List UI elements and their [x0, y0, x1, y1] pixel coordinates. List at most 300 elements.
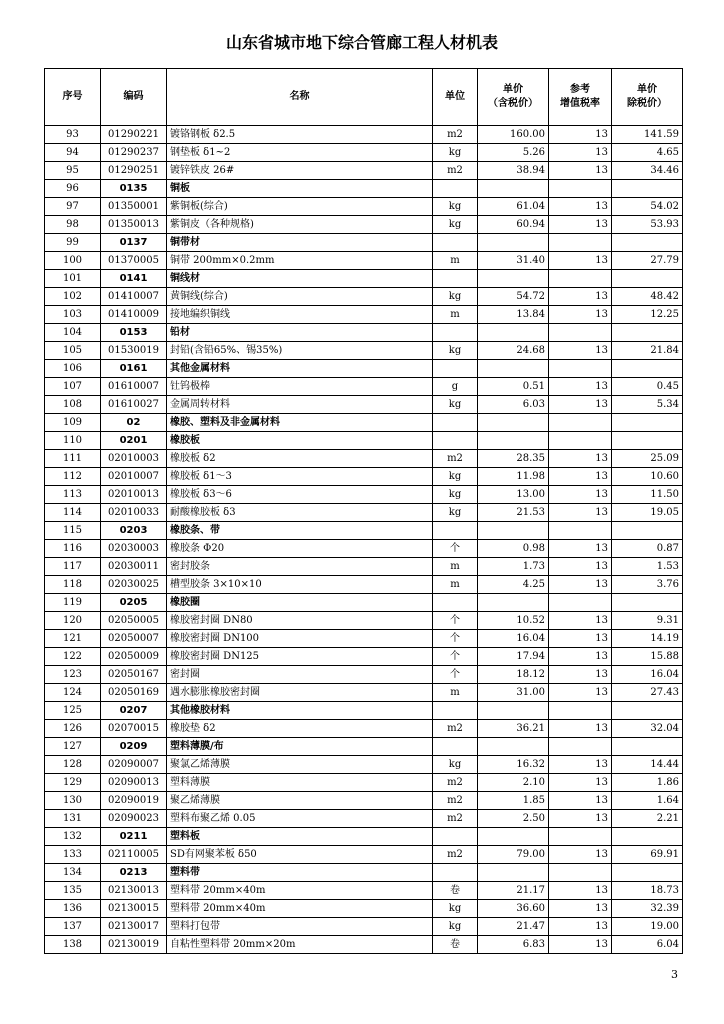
row-code: 0209	[101, 738, 167, 756]
table-row	[45, 720, 683, 738]
row-name: 遇水膨胀橡胶密封圈	[167, 684, 433, 702]
row-unit: 个	[433, 630, 478, 648]
row-price-tax: 160.00	[478, 126, 549, 144]
row-price-tax: 36.60	[478, 900, 549, 918]
row-seq: 113	[45, 486, 101, 504]
row-vat-rate	[549, 828, 612, 846]
row-unit: kg	[433, 216, 478, 234]
row-price-notax: 25.09	[612, 450, 683, 468]
header-price-notax-line1: 单价	[637, 84, 657, 95]
row-price-notax	[612, 594, 683, 612]
table-row	[45, 936, 683, 954]
row-code: 01530019	[101, 342, 167, 360]
row-code: 02130019	[101, 936, 167, 954]
row-vat-rate: 13	[549, 396, 612, 414]
row-name: 其他金属材料	[167, 360, 433, 378]
row-name: 密封圈	[167, 666, 433, 684]
row-price-tax: 13.84	[478, 306, 549, 324]
row-code: 0205	[101, 594, 167, 612]
row-vat-rate: 13	[549, 684, 612, 702]
row-code: 02130013	[101, 882, 167, 900]
row-seq: 133	[45, 846, 101, 864]
row-price-tax: 5.26	[478, 144, 549, 162]
row-price-notax: 69.91	[612, 846, 683, 864]
row-code: 02130015	[101, 900, 167, 918]
row-unit: kg	[433, 144, 478, 162]
row-price-tax: 18.12	[478, 666, 549, 684]
row-seq: 100	[45, 252, 101, 270]
row-unit	[433, 180, 478, 198]
row-name: 镀铬钢板 δ2.5	[167, 126, 433, 144]
row-code: 02010007	[101, 468, 167, 486]
header-price-tax-line1: 单价	[503, 84, 523, 95]
row-price-notax: 32.39	[612, 900, 683, 918]
row-vat-rate	[549, 270, 612, 288]
row-code: 0153	[101, 324, 167, 342]
row-name: 其他橡胶材料	[167, 702, 433, 720]
row-price-tax: 0.98	[478, 540, 549, 558]
table-group-row	[45, 432, 683, 450]
row-price-tax	[478, 180, 549, 198]
row-vat-rate: 13	[549, 540, 612, 558]
materials-table	[44, 68, 683, 954]
row-price-tax: 10.52	[478, 612, 549, 630]
row-price-notax: 2.21	[612, 810, 683, 828]
row-seq: 118	[45, 576, 101, 594]
row-unit: 个	[433, 648, 478, 666]
row-price-notax: 27.79	[612, 252, 683, 270]
row-price-tax: 24.68	[478, 342, 549, 360]
table-row	[45, 612, 683, 630]
row-price-tax: 1.73	[478, 558, 549, 576]
row-unit	[433, 414, 478, 432]
row-vat-rate: 13	[549, 846, 612, 864]
row-unit: kg	[433, 396, 478, 414]
header-vat-rate	[549, 69, 612, 126]
row-name: 聚氯乙烯薄膜	[167, 756, 433, 774]
row-code: 02130017	[101, 918, 167, 936]
row-code: 01370005	[101, 252, 167, 270]
row-seq: 99	[45, 234, 101, 252]
row-seq: 132	[45, 828, 101, 846]
row-price-tax: 0.51	[478, 378, 549, 396]
table-row	[45, 846, 683, 864]
row-price-notax: 9.31	[612, 612, 683, 630]
row-seq: 138	[45, 936, 101, 954]
row-unit: kg	[433, 756, 478, 774]
table-group-row	[45, 594, 683, 612]
row-price-notax: 54.02	[612, 198, 683, 216]
row-price-tax: 13.00	[478, 486, 549, 504]
row-name: 自粘性塑料带 20mm×20m	[167, 936, 433, 954]
row-seq: 101	[45, 270, 101, 288]
row-name: 接地编织铜线	[167, 306, 433, 324]
row-price-tax: 60.94	[478, 216, 549, 234]
header-code: 编码	[101, 69, 167, 126]
row-price-notax: 19.00	[612, 918, 683, 936]
row-unit: m2	[433, 126, 478, 144]
row-name: 塑料带	[167, 864, 433, 882]
row-vat-rate: 13	[549, 288, 612, 306]
table-row	[45, 396, 683, 414]
row-name: 橡胶密封圈 DN125	[167, 648, 433, 666]
row-seq: 106	[45, 360, 101, 378]
row-code: 02	[101, 414, 167, 432]
header-price-notax	[612, 69, 683, 126]
row-vat-rate: 13	[549, 144, 612, 162]
row-vat-rate: 13	[549, 918, 612, 936]
table-row	[45, 774, 683, 792]
row-code: 0203	[101, 522, 167, 540]
row-vat-rate: 13	[549, 126, 612, 144]
row-price-tax: 1.85	[478, 792, 549, 810]
row-seq: 103	[45, 306, 101, 324]
table-row	[45, 900, 683, 918]
row-seq: 93	[45, 126, 101, 144]
row-seq: 104	[45, 324, 101, 342]
row-vat-rate: 13	[549, 306, 612, 324]
row-price-notax: 14.44	[612, 756, 683, 774]
row-code: 02090023	[101, 810, 167, 828]
row-unit: m2	[433, 162, 478, 180]
row-unit: m2	[433, 774, 478, 792]
row-vat-rate	[549, 432, 612, 450]
row-unit: kg	[433, 900, 478, 918]
row-seq: 121	[45, 630, 101, 648]
row-unit: m	[433, 252, 478, 270]
row-price-notax	[612, 738, 683, 756]
table-row	[45, 792, 683, 810]
row-seq: 111	[45, 450, 101, 468]
row-vat-rate: 13	[549, 774, 612, 792]
row-code: 02050167	[101, 666, 167, 684]
row-price-notax: 11.50	[612, 486, 683, 504]
row-price-tax: 2.10	[478, 774, 549, 792]
table-row	[45, 486, 683, 504]
table-row	[45, 288, 683, 306]
row-price-notax: 1.64	[612, 792, 683, 810]
row-price-tax: 38.94	[478, 162, 549, 180]
row-price-notax	[612, 432, 683, 450]
row-price-tax	[478, 324, 549, 342]
row-vat-rate	[549, 864, 612, 882]
row-price-tax	[478, 864, 549, 882]
row-seq: 112	[45, 468, 101, 486]
row-vat-rate: 13	[549, 198, 612, 216]
row-code: 02050169	[101, 684, 167, 702]
row-price-tax: 61.04	[478, 198, 549, 216]
row-price-notax	[612, 702, 683, 720]
row-code: 01350013	[101, 216, 167, 234]
row-code: 02010013	[101, 486, 167, 504]
row-seq: 135	[45, 882, 101, 900]
table-group-row	[45, 360, 683, 378]
row-price-tax: 21.47	[478, 918, 549, 936]
row-seq: 110	[45, 432, 101, 450]
row-code: 0201	[101, 432, 167, 450]
row-name: 紫铜皮（各种规格)	[167, 216, 433, 234]
page-title: 山东省城市地下综合管廊工程人材机表	[225, 33, 498, 52]
row-seq: 131	[45, 810, 101, 828]
row-seq: 97	[45, 198, 101, 216]
row-price-notax	[612, 828, 683, 846]
row-seq: 134	[45, 864, 101, 882]
row-price-notax	[612, 360, 683, 378]
row-seq: 126	[45, 720, 101, 738]
row-price-notax	[612, 414, 683, 432]
row-name: 铜线材	[167, 270, 433, 288]
row-price-notax: 34.46	[612, 162, 683, 180]
row-price-notax: 141.59	[612, 126, 683, 144]
row-name: 铜板	[167, 180, 433, 198]
row-unit: kg	[433, 342, 478, 360]
header-price-tax	[478, 69, 549, 126]
table-group-row	[45, 828, 683, 846]
row-unit: 个	[433, 666, 478, 684]
row-vat-rate	[549, 594, 612, 612]
row-price-notax	[612, 522, 683, 540]
row-seq: 94	[45, 144, 101, 162]
row-vat-rate: 13	[549, 558, 612, 576]
row-price-tax	[478, 828, 549, 846]
row-price-tax: 28.35	[478, 450, 549, 468]
row-unit	[433, 270, 478, 288]
row-seq: 120	[45, 612, 101, 630]
row-unit: m	[433, 558, 478, 576]
table-row	[45, 558, 683, 576]
row-price-notax: 53.93	[612, 216, 683, 234]
row-seq: 117	[45, 558, 101, 576]
table-row	[45, 918, 683, 936]
row-name: 塑料带 20mm×40m	[167, 882, 433, 900]
row-price-tax	[478, 234, 549, 252]
row-vat-rate: 13	[549, 468, 612, 486]
row-unit: kg	[433, 504, 478, 522]
row-code: 02030011	[101, 558, 167, 576]
row-code: 02050007	[101, 630, 167, 648]
row-price-notax	[612, 234, 683, 252]
table-group-row	[45, 414, 683, 432]
row-name: 橡胶、塑料及非金属材料	[167, 414, 433, 432]
table-row	[45, 252, 683, 270]
table-group-row	[45, 702, 683, 720]
row-seq: 108	[45, 396, 101, 414]
row-vat-rate: 13	[549, 612, 612, 630]
row-seq: 119	[45, 594, 101, 612]
row-vat-rate: 13	[549, 882, 612, 900]
row-seq: 137	[45, 918, 101, 936]
table-group-row	[45, 522, 683, 540]
row-price-tax: 36.21	[478, 720, 549, 738]
row-vat-rate	[549, 360, 612, 378]
table-body	[45, 126, 683, 954]
row-code: 02030003	[101, 540, 167, 558]
row-unit: m	[433, 306, 478, 324]
row-price-notax: 0.45	[612, 378, 683, 396]
table-row	[45, 684, 683, 702]
row-price-notax: 3.76	[612, 576, 683, 594]
row-vat-rate: 13	[549, 666, 612, 684]
row-name: 橡胶条、带	[167, 522, 433, 540]
row-seq: 125	[45, 702, 101, 720]
row-price-tax: 31.00	[478, 684, 549, 702]
row-name: 镀锌铁皮 26#	[167, 162, 433, 180]
table-group-row	[45, 864, 683, 882]
row-price-notax: 27.43	[612, 684, 683, 702]
table-row	[45, 810, 683, 828]
row-price-notax: 1.53	[612, 558, 683, 576]
row-name: 塑料板	[167, 828, 433, 846]
row-name: 耐酸橡胶板 δ3	[167, 504, 433, 522]
table-row	[45, 666, 683, 684]
row-unit: 个	[433, 540, 478, 558]
row-price-notax	[612, 270, 683, 288]
row-vat-rate	[549, 324, 612, 342]
row-name: 聚乙烯薄膜	[167, 792, 433, 810]
row-name: 橡胶板 δ1～3	[167, 468, 433, 486]
row-vat-rate: 13	[549, 756, 612, 774]
row-vat-rate: 13	[549, 162, 612, 180]
row-name: SD有网聚苯板 δ50	[167, 846, 433, 864]
row-seq: 109	[45, 414, 101, 432]
row-name: 铅材	[167, 324, 433, 342]
row-vat-rate: 13	[549, 504, 612, 522]
row-name: 橡胶板 δ3～6	[167, 486, 433, 504]
row-seq: 130	[45, 792, 101, 810]
row-seq: 96	[45, 180, 101, 198]
row-name: 橡胶圈	[167, 594, 433, 612]
header-vat-line1: 参考	[570, 84, 590, 95]
row-name: 钢垫板 δ1~2	[167, 144, 433, 162]
row-unit	[433, 594, 478, 612]
row-price-tax: 6.83	[478, 936, 549, 954]
row-seq: 123	[45, 666, 101, 684]
row-code: 0211	[101, 828, 167, 846]
row-name: 塑料薄膜	[167, 774, 433, 792]
table-row	[45, 450, 683, 468]
row-seq: 105	[45, 342, 101, 360]
table-row	[45, 216, 683, 234]
table-row	[45, 342, 683, 360]
row-code: 02010003	[101, 450, 167, 468]
row-price-tax	[478, 360, 549, 378]
table-row	[45, 144, 683, 162]
row-name: 橡胶密封圈 DN100	[167, 630, 433, 648]
row-seq: 128	[45, 756, 101, 774]
header-name: 名称	[167, 69, 433, 126]
row-name: 黄铜线(综合)	[167, 288, 433, 306]
row-vat-rate	[549, 522, 612, 540]
row-vat-rate: 13	[549, 900, 612, 918]
row-unit: 个	[433, 612, 478, 630]
row-price-tax: 4.25	[478, 576, 549, 594]
row-vat-rate: 13	[549, 810, 612, 828]
row-price-notax: 10.60	[612, 468, 683, 486]
row-code: 01610007	[101, 378, 167, 396]
row-code: 01290251	[101, 162, 167, 180]
row-unit: kg	[433, 486, 478, 504]
header-vat-line2: 增值税率	[560, 98, 600, 109]
table-row	[45, 882, 683, 900]
row-price-tax: 17.94	[478, 648, 549, 666]
row-unit: 卷	[433, 936, 478, 954]
row-name: 塑料带 20mm×40m	[167, 900, 433, 918]
row-price-notax: 12.25	[612, 306, 683, 324]
row-code: 0135	[101, 180, 167, 198]
row-code: 01410009	[101, 306, 167, 324]
row-price-tax: 2.50	[478, 810, 549, 828]
page-number: 3	[671, 968, 678, 981]
row-seq: 102	[45, 288, 101, 306]
table-row	[45, 198, 683, 216]
row-price-tax: 6.03	[478, 396, 549, 414]
row-unit: kg	[433, 198, 478, 216]
row-vat-rate: 13	[549, 378, 612, 396]
table-row	[45, 504, 683, 522]
row-name: 铜带材	[167, 234, 433, 252]
row-unit: g	[433, 378, 478, 396]
row-code: 01610027	[101, 396, 167, 414]
row-price-tax: 54.72	[478, 288, 549, 306]
table-row	[45, 648, 683, 666]
table-row	[45, 630, 683, 648]
row-price-notax: 1.86	[612, 774, 683, 792]
table-row	[45, 378, 683, 396]
row-name: 橡胶密封圈 DN80	[167, 612, 433, 630]
row-unit: m2	[433, 450, 478, 468]
row-seq: 136	[45, 900, 101, 918]
row-vat-rate: 13	[549, 792, 612, 810]
row-name: 塑料薄膜/布	[167, 738, 433, 756]
row-unit: m2	[433, 810, 478, 828]
row-name: 铜带 200mm×0.2mm	[167, 252, 433, 270]
row-price-notax: 6.04	[612, 936, 683, 954]
row-unit: m2	[433, 720, 478, 738]
row-unit: m2	[433, 846, 478, 864]
row-code: 0207	[101, 702, 167, 720]
row-code: 02030025	[101, 576, 167, 594]
table-group-row	[45, 180, 683, 198]
row-price-notax: 0.87	[612, 540, 683, 558]
table-group-row	[45, 738, 683, 756]
row-seq: 129	[45, 774, 101, 792]
row-vat-rate: 13	[549, 648, 612, 666]
row-vat-rate: 13	[549, 216, 612, 234]
row-unit	[433, 432, 478, 450]
row-seq: 114	[45, 504, 101, 522]
row-unit: kg	[433, 918, 478, 936]
row-unit: m	[433, 576, 478, 594]
row-price-tax	[478, 432, 549, 450]
header-seq: 序号	[45, 69, 101, 126]
row-price-notax: 14.19	[612, 630, 683, 648]
row-unit	[433, 702, 478, 720]
row-vat-rate: 13	[549, 630, 612, 648]
row-price-notax: 4.65	[612, 144, 683, 162]
row-code: 0137	[101, 234, 167, 252]
row-seq: 122	[45, 648, 101, 666]
row-name: 橡胶板 δ2	[167, 450, 433, 468]
row-price-tax	[478, 270, 549, 288]
row-unit: m2	[433, 792, 478, 810]
table-group-row	[45, 270, 683, 288]
row-price-notax: 5.34	[612, 396, 683, 414]
row-code: 0141	[101, 270, 167, 288]
row-price-notax: 48.42	[612, 288, 683, 306]
row-name: 橡胶条 Φ20	[167, 540, 433, 558]
row-code: 02110005	[101, 846, 167, 864]
table-row	[45, 468, 683, 486]
